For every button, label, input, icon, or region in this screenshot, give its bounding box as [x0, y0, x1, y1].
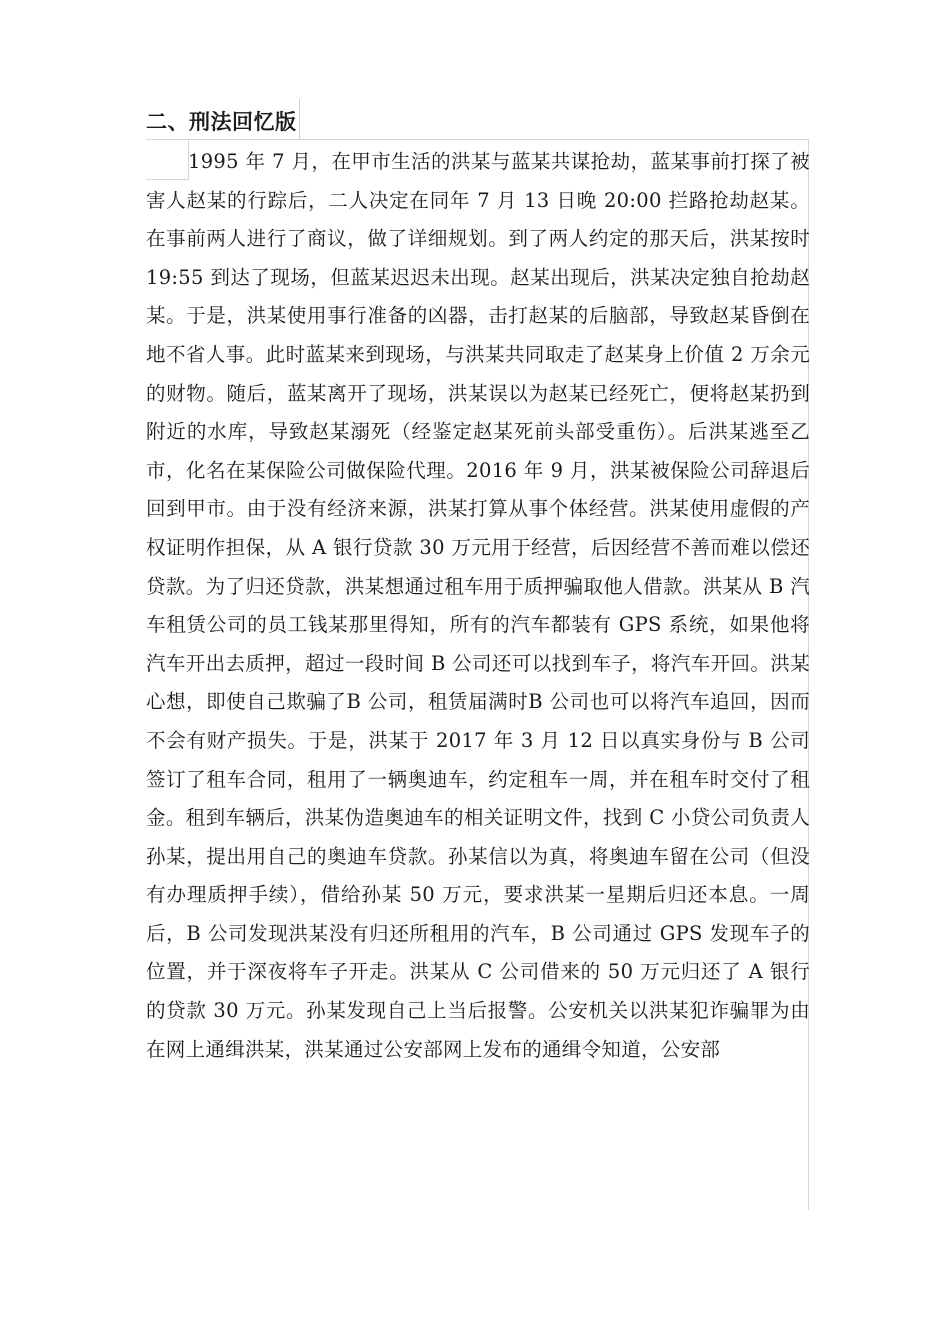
section-heading: 二、刑法回忆版 [146, 110, 297, 134]
case-paragraph: 1995 年 7 月，在甲市生活的洪某与蓝某共谋抢劫，蓝某事前打探了被害人赵某的行踪后，二人决定在同年 7 月 13 日晚 20:00 拦路抢劫赵某。在事前两人进行了商议，做了详细规划。到了两人约定的那天后，洪某按时 19:55 到达了现场，但蓝某迟迟未出现。赵某出现后，洪某决定独自抢劫赵某。于是，洪某使用事行准备的凶器，击打赵某的后脑部，导致赵某昏倒在地不省人事。此时蓝某来到现场，与洪某共同取走了赵某身上价值 2 万余元的财物。随后，蓝某离开了现场，洪某误以为赵某已经死亡，便将赵某扔到附近的水库，导致赵某溺死（经鉴定赵某死前头部受重伤）。后洪某逃至乙市，化名在某保险公司做保险代理。2016 年 9 月，洪某被保险公司辞退后回到甲市。由于没有经济来源，洪某打算从事个体经营。洪某使用虚假的产权证明作担保，从 A 银行贷款 30 万元用于经营，后因经营不善而难以偿还贷款。为了归还贷款，洪某想通过租车用于质押骗取他人借款。洪某从 B 汽车租赁公司的员工钱某那里得知，所有的汽车都装有 GPS 系统，如果他将汽车开出去质押，超过一段时间 B 公司还可以找到车子，将汽车开回。洪某心想，即使自己欺骗了B 公司，租赁届满时B 公司也可以将汽车追回，因而不会有财产损失。于是，洪某于 2017 年 3 月 12 日以真实身份与 B 公司签订了租车合同，租用了一辆奥迪车，约定租车一周，并在租车时交付了租金。租到车辆后，洪某伪造奥迪车的相关证明文件，找到 C 小贷公司负责人孙某，提出用自己的奥迪车贷款。孙某信以为真，将奥迪车留在公司（但没有办理质押手续），借给孙某 50 万元，要求洪某一星期后归还本息。一周后，B 公司发现洪某没有归还所租用的汽车，B 公司通过 GPS 发现车子的位置，并于深夜将车子开走。洪某从 C 公司借来的 50 万元归还了 A 银行的贷款 30 万元。孙某发现自己上当后报警。公安机关以洪某犯诈骗罪为由在网上通缉洪某，洪某通过公安部网上发布的通缉令知道，公安部 [146, 150, 810, 1061]
heading-table-border [299, 99, 300, 139]
